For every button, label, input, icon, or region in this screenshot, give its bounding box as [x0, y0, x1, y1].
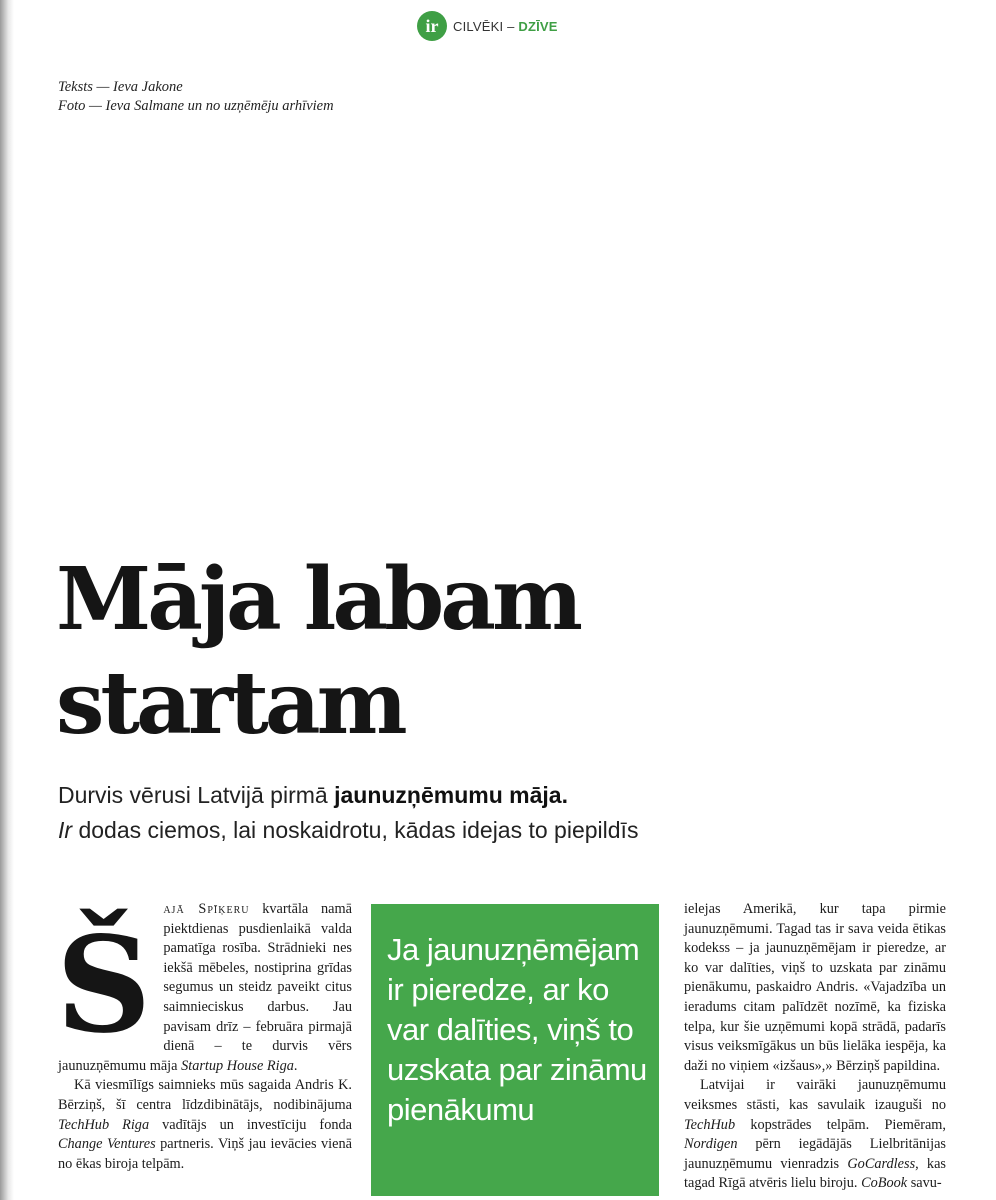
paragraph-text: vadītājs un investīciju fonda — [149, 1116, 352, 1133]
paragraph-emphasis: CoBook — [861, 1175, 908, 1192]
drop-cap: Š — [56, 908, 152, 1063]
paragraph-emphasis: Change Ventures — [58, 1136, 156, 1153]
section-name: CILVĒKI — [453, 18, 504, 34]
section-header — [417, 10, 558, 42]
column-left — [58, 900, 352, 1174]
paragraph-text: pērn iegādājās Lielbritānijas jaunuzņēmumu vienradzis — [684, 1136, 946, 1172]
pull-quote-box — [371, 904, 659, 1196]
paragraph — [58, 1076, 352, 1174]
lead-in: ajā Spīķeru — [163, 901, 250, 917]
paragraph-text: Latvijai ir vairāki jaunuzņēmumu veiksmes stāsti, kas savulaik izauguši no — [684, 1077, 946, 1113]
paragraph: ielejas Amerikā, kur tapa pirmie jaunuzņēmumi. Tagad tas ir sava veida ētikas kodekss – ja jaunuzņēmējam ir pieredze, ar ko var dalīties, viņš to uzskata par zināmu pienākumu, paskaidro Andris. «Vajadzība un ieradums citam palīdzēt nozīmē, ka fiziska telpa, kur šie uzņēmumi kopā strādā, padarīs visus veiksmīgākus un būs lielāka iespēja, ka daži no viņiem «izšaus»,» Bērziņš papildina. — [684, 901, 946, 1074]
paragraph-emphasis: Startup House Riga — [181, 1057, 294, 1074]
paragraph-text: kopstrādes telpām. Piemēram, — [735, 1116, 946, 1133]
article-deck — [58, 778, 818, 848]
subsection-name: DZĪVE — [518, 18, 558, 34]
paragraph-text: savu- — [907, 1175, 942, 1192]
logo-text: ir — [425, 16, 439, 36]
paragraph-text: kvartāla namā piektdienas pusdienlaikā valda pamatīga rosība. Strādnieki nes iekšā mēbeles, nostiprina grīdas segumus un steidz paveikt citus saimnieciskus darbus. Jau pavisam drīz – februāra pirmajā dienā – te durvis vērs jaunuzņēmumu māja — [58, 901, 352, 1074]
paragraph-emphasis: TechHub Riga — [58, 1116, 150, 1133]
deck-bold: jaunuzņēmumu māja. — [334, 782, 568, 808]
paragraph-text: Kā viesmīlīgs saimnieks mūs sagaida Andris K. Bērziņš, šī centra līdzdibinātājs, nodibinājuma — [58, 1077, 352, 1113]
paragraph-emphasis: Nordigen — [684, 1136, 738, 1153]
pull-quote-text: Ja jaunuzņēmējam ir pieredze, ar ko var dalīties, viņš to uzskata par zināmu pienākumu — [387, 932, 647, 1127]
section-label — [453, 19, 558, 34]
paragraph-emphasis: TechHub — [684, 1116, 736, 1133]
deck-italic: Ir — [58, 817, 73, 843]
ir-logo — [417, 11, 447, 41]
text-credit: Teksts — Ieva Jakone — [58, 79, 183, 95]
paragraph — [58, 900, 352, 1076]
photo-credit: Foto — Ieva Salmane un no uzņēmēju arhīviem — [58, 98, 334, 114]
paragraph-text: partneris. Viņš jau ievācies vienā no ēkas biroja telpām. — [58, 1136, 352, 1172]
paragraph-text: . — [293, 1057, 298, 1074]
column-right — [684, 900, 946, 1194]
section-separator: – — [503, 18, 519, 34]
deck-text-2: dodas ciemos, lai noskaidrotu, kādas idejas to piepildīs — [72, 817, 639, 843]
paragraph-emphasis: GoCardless — [847, 1155, 916, 1172]
paragraph — [684, 1076, 946, 1194]
article-headline: Māja labam startam — [56, 549, 579, 754]
paragraph-text: , kas tagad Rīgā atvēris lielu biroju. — [684, 1155, 946, 1192]
page-gutter-shadow — [0, 0, 14, 1200]
deck-text-1: Durvis vērusi Latvijā pirmā — [58, 782, 335, 808]
article-credits — [58, 78, 334, 116]
